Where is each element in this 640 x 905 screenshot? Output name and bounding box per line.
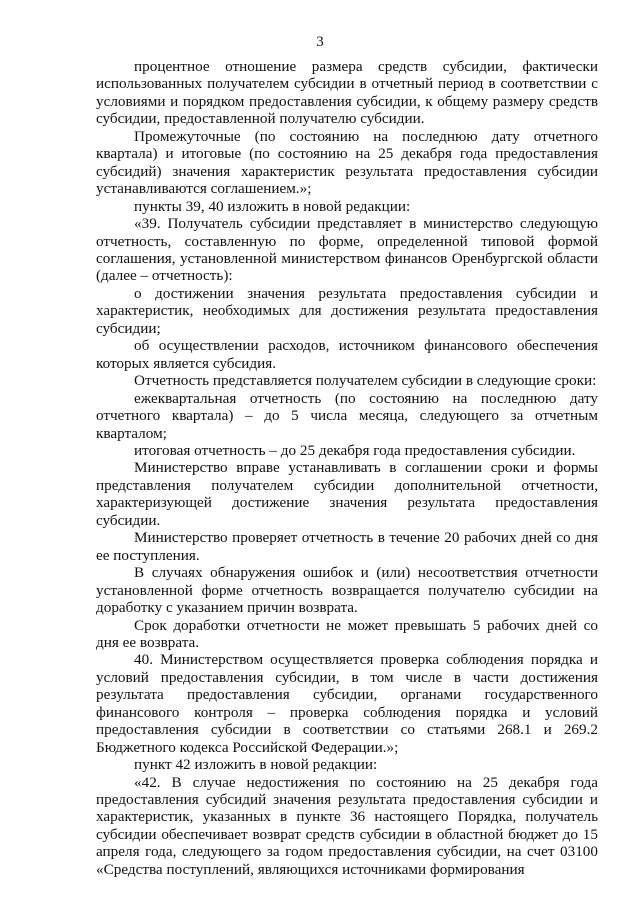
paragraph-11: Министерство проверяет отчетность в течение 20 рабочих дней со дня ее поступления. xyxy=(96,529,598,564)
paragraph-5: о достижении значения результата предоставления субсидии и характеристик, необходимых для достижения результата предоставления субсидии; xyxy=(96,284,598,337)
paragraph-15: пункт 42 изложить в новой редакции: xyxy=(134,756,378,774)
page-number: 3 xyxy=(316,34,324,50)
paragraph-1: процентное отношение размера средств субсидии, фактически использованных получателем субсидии в отчетный период в соответствии с условиями и порядком предоставления субсидии, к общему размеру средств субсидии, предоставленной получателю субсидии. xyxy=(96,58,598,128)
paragraph-13: Срок доработки отчетности не может превышать 5 рабочих дней со дня ее возврата. xyxy=(96,616,598,651)
paragraph-14: 40. Министерством осуществляется проверка соблюдения порядка и условий предоставления субсидии, в том числе в части достижения результата предоставления субсидии, органами государственного финансового контроля – проверка соблюдения порядка и условий предоставления субсидии в соответствии со статьями 268.1 и 269.2 Бюджетного кодекса Российской Федерации.»; xyxy=(96,651,598,756)
paragraph-16: «42. В случае недостижения по состоянию на 25 декабря года предоставления субсидий значения результата предоставления субсидии и характеристик, указанных в пункте 36 настоящего Порядка, получатель субсидии обеспечивает возврат средств субсидии в областной бюджет до 15 апреля года, следующего за годом предоставления субсидии, на счет 03100 «Средства поступлений, являющихся источниками формирования xyxy=(96,773,598,878)
paragraph-2: Промежуточные (по состоянию на последнюю дату отчетного квартала) и итоговые (по состоянию на 25 декабря года предоставления субсидий) значения характеристик результата предоставления субсидии устанавливаются соглашением.»; xyxy=(96,127,598,198)
paragraph-10: Министерство вправе устанавливать в соглашении сроки и формы представления получателем субсидии дополнительной отчетности, характеризующей достижение значения результата предоставления субсидии. xyxy=(96,459,598,529)
document-body xyxy=(96,58,598,878)
paragraph-9: итоговая отчетность – до 25 декабря года предоставления субсидии. xyxy=(134,441,576,459)
paragraph-6: об осуществлении расходов, источником финансового обеспечения которых является субсидия. xyxy=(96,337,598,372)
paragraph-3: пункты 39, 40 изложить в новой редакции: xyxy=(134,197,411,215)
paragraph-4: «39. Получатель субсидии представляет в министерство следующую отчетность, составленную по форме, определенной типовой формой соглашения, установленной министерством финансов Оренбургской области (далее – отчетность): xyxy=(96,215,598,285)
paragraph-8: ежеквартальная отчетность (по состоянию на последнюю дату отчетного квартала) – до 5 числа месяца, следующего за отчетным кварталом; xyxy=(96,389,598,442)
paragraph-12: В случаях обнаружения ошибок и (или) несоответствия отчетности установленной форме отчетность возвращается получателю субсидии на доработку с указанием причин возврата. xyxy=(96,564,598,617)
paragraph-7: Отчетность представляется получателем субсидии в следующие сроки: xyxy=(134,372,597,390)
